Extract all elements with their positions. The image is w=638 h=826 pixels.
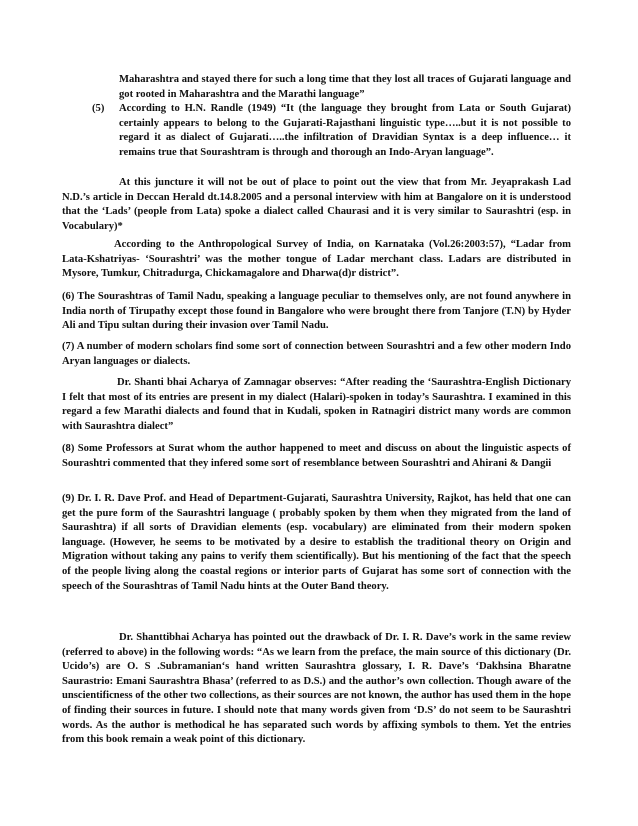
item-9-text: (9) Dr. I. R. Dave Prof. and Head of Department-Gujarati, Saurashtra University, Rajkot, has held that one can get the pure form of the Saurashtri language ( probably spoken by them when they migrated from the land of Saurashtra) if all sorts of Dravidian elements (esp. vocabulary) are eliminated from their modern spoken language. (However, he seems to be motivated by a desire to establish the traditional theory on Origin and Migration without taking any pains to verify them scientifically). But his mentioning of the fact that the speech of the people living along the coastal regions or interior parts of Gujarat has some sort of connection with the speech of the Sourashtras of Tamil Nadu hints at the Outer Band theory. [62, 493, 571, 592]
anthropological-survey-paragraph [62, 238, 571, 282]
shanttibhai-text: Dr. Shanttibhai Acharya has pointed out the drawback of Dr. I. R. Dave’s work in the same review (referred to above) in the following words: “As we learn from the preface, the main source of this dictionary (Dr. Ucido’s) are O. S .Subramanian‘s hand written Saurashtra glossary, I. R. Dave’s ‘Dakhsina Bharatne Saurastrio: Emani Saurashtra Bhasa’ (referred to as D.S.) and the author’s own collection. Though aware of the unscientificness of the other two collections, as their sources are not known, the author has used them in the hope of finding their sources in future. I should note that many words given from ‘D.S’ do not seem to be Saurashtri words. As the author is methodical he has separated such words by affixing symbols to them. Yet the entries from this book remain a weak point of this dictionary. [62, 632, 572, 746]
intro-continuation-text: Maharashtra and stayed there for such a long time that they lost all traces of Gujarati language and got rooted in Maharashtra and the Marathi language” [119, 74, 571, 100]
jeyaprakash-paragraph [62, 176, 571, 234]
item-6-text: (6) The Sourashtras of Tamil Nadu, speaking a language peculiar to themselves only, are not found anywhere in India north of Tirupathy except those found in Bangalore who were brought there from Tanjore (T.N) by Hyder Ali and Tipu sultan during their invasion over Tamil Nadu. [62, 291, 571, 332]
item-8-text: (8) Some Professors at Surat whom the author happened to meet and discuss on about the linguistic aspects of Sourashtri commented that they infered some sort of resemblance between Sourashtri and Ahirani & Dangii [62, 443, 571, 469]
item-6-paragraph [62, 290, 571, 334]
item-7-paragraph [62, 340, 571, 369]
item-7-text: (7) A number of modern scholars find some sort of connection between Sourashtri and a few other modern Indo Aryan languages or dialects. [62, 341, 571, 367]
item-5-paragraph [119, 102, 571, 160]
intro-continuation-paragraph [119, 73, 571, 102]
item-5-number: (5) [92, 103, 105, 114]
anthropological-survey-text: According to the Anthropological Survey of India, on Karnataka (Vol.26:2003:57), “Ladar from Lata-Kshatriyas- ‘Sourashtri’ was the mother tongue of Ladar merchant class. Ladars are distributed in Mysore, Tumkur, Chitradurga, Chickamagalore and Dharwa(d)r district”. [62, 239, 571, 280]
shanti-bhai-text: Dr. Shanti bhai Acharya of Zamnagar observes: “After reading the ‘Saurashtra-English Dictionary I felt that most of its entries are present in my dialect (Halari)-spoken in today’s Saurashtra. I examined in this regard a few Marathi dialects and found that in Kudali, spoken in Ratnagiri district many words are common with Saurashtra dialect” [62, 377, 571, 432]
item-5-text: According to H.N. Randle (1949) “It (the language they brought from Lata or South Gujarat) certainly appears to belong to the Gujarati-Rajasthani linguistic type…..but it is not possible to regard it as dialect of Gujarati…..the infiltration of Dravidian Syntax is a deep influence… it remains true that Sourashtram is through and thorough an Indo-Aryan language”. [119, 103, 571, 158]
shanttibhai-paragraph [62, 631, 571, 748]
jeyaprakash-text: At this juncture it will not be out of place to point out the view that from Mr. Jeyaprakash Lad N.D.’s article in Deccan Herald dt.14.8.2005 and a personal interview with him at Bangalore on it is understood that the ‘Lads’ (people from Lata) spoke a dialect called Chaurasi and it is very similar to Saurashtri (esp. in Vocabulary)* [62, 177, 571, 232]
item-8-paragraph [62, 442, 571, 471]
item-9-paragraph [62, 492, 571, 594]
shanti-bhai-paragraph [62, 376, 571, 434]
